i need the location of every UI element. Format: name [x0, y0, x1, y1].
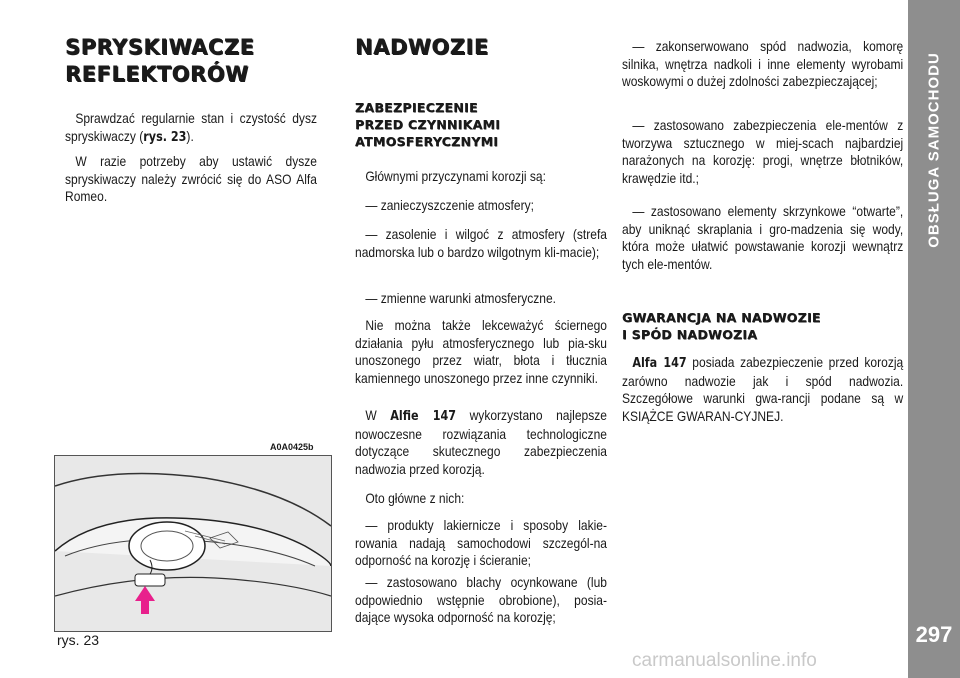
figure-reference: rys. 23	[143, 129, 187, 145]
subheading-line3: ATMOSFERYCZNYMI	[355, 134, 499, 149]
middle-subheading	[355, 99, 500, 150]
right-paragraph-1: — zakonserwowano spód nadwozia, komorę silnika, wnętrza nadkoli i inne elementy wyrobami woskowymi o dużej zdolności zabezpieczającej;	[622, 38, 904, 89]
model-name: Alfie 147	[390, 409, 457, 424]
middle-paragraph-8: — produkty lakiernicze i sposoby lakie-rowania nadają samochodowi szczegól-na odporność na korozję i ścieranie;	[355, 517, 607, 568]
right-paragraph-4	[622, 354, 903, 425]
middle-p6-text: wykorzystano najlepsze nowoczesne rozwiązania technologiczne dotyczące skutecznego zabezpieczenia nadwozia przed korozją.	[355, 407, 607, 477]
left-heading-line1: SPRYSKIWACZE	[65, 35, 255, 59]
right-paragraph-3: — zastosowano elementy skrzynkowe “otwarte”, aby uniknąć skraplania i gro-madzenia się wody, która może ułatwić powstawanie korozji wewnątrz tych ele-mentów.	[622, 203, 904, 272]
figure-code: A0A0425b	[270, 442, 314, 452]
middle-paragraph-2: — zanieczyszczenie atmosfery;	[365, 197, 534, 213]
right-paragraph-2: — zastosowano zabezpieczenia ele-mentów z tworzywa sztucznego w miej-scach najbardziej narażonych na korozję: progi, wnętrze błotników, krawędzie itd.;	[622, 117, 904, 186]
left-p1-end: ).	[186, 127, 194, 144]
right-subheading-line2: I SPÓD NADWOZIA	[622, 327, 758, 342]
middle-paragraph-9: — zastosowano blachy ocynkowane (lub odpowiednio wstępnie obrobione), posia-dające wysoka odporność na korozję;	[355, 574, 607, 625]
page-number: 297	[915, 622, 953, 647]
watermark: carmanualsonline.info	[632, 650, 817, 671]
middle-heading: NADWOZIE	[355, 35, 489, 59]
middle-paragraph-7: Oto główne z nich:	[365, 490, 465, 506]
left-heading	[65, 34, 254, 88]
subheading-line2: PRZED CZYNNIKAMI	[355, 117, 501, 132]
right-model-name: Alfa 147	[632, 356, 687, 371]
subheading-line1: ZABEZPIECZENIE	[355, 100, 478, 115]
left-paragraph-2: W razie potrzeby aby ustawić dysze spryskiwaczy należy zwrócić się do ASO Alfa Romeo.	[65, 153, 317, 204]
middle-p6-start: W	[365, 407, 391, 423]
headlight-illustration	[55, 456, 331, 631]
middle-paragraph-6	[355, 407, 607, 478]
figure-caption: rys. 23	[57, 632, 100, 648]
middle-paragraph-5: Nie można także lekceważyć ściernego działania pyłu atmosferycznego lub pia-sku unoszonego przez wiatr, błota i tłucznia kamiennego unoszonego przez inne czynniki.	[355, 317, 607, 386]
right-p4-text: posiada zabezpieczenie przed korozją zarówno nadwozie jak i spód nadwozia. Szczegółowe warunki gwa-rancji podane są w KSIĄŻCE GWARAN-CYJNEJ.	[622, 354, 904, 424]
section-title	[908, 0, 960, 300]
section-title-text: OBSŁUGA SAMOCHODU	[925, 52, 943, 248]
headlight-washer-figure	[54, 455, 332, 632]
right-subheading	[622, 309, 821, 343]
middle-paragraph-4: — zmienne warunki atmosferyczne.	[365, 290, 557, 306]
middle-paragraph-1: Głównymi przyczynami korozji są:	[365, 168, 546, 184]
right-subheading-line1: GWARANCJA NA NADWOZIE	[622, 310, 821, 325]
left-p1-text: Sprawdzać regularnie stan i czystość dysz spryskiwaczy (	[65, 110, 317, 144]
middle-paragraph-3: — zasolenie i wilgoć z atmosfery (strefa nadmorska lub o bardzo wilgotnym kli-macie);	[355, 226, 607, 260]
left-heading-line2: REFLEKTORÓW	[65, 62, 249, 86]
left-paragraph-1	[65, 110, 317, 146]
